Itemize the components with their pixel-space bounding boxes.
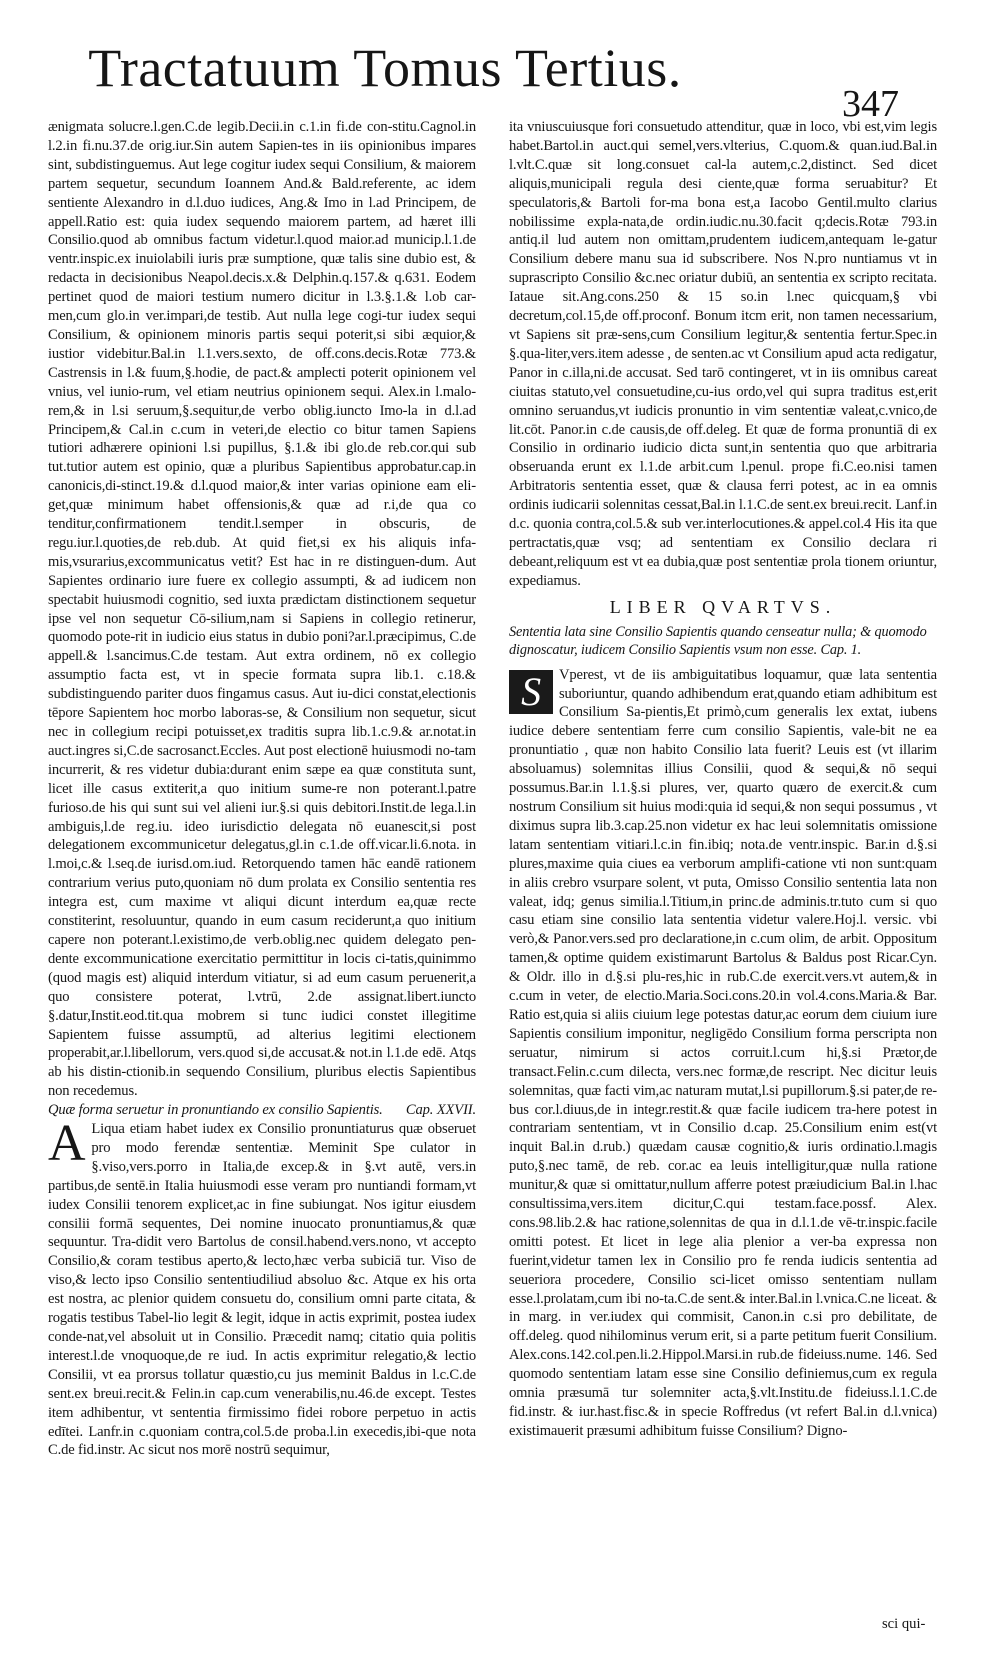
catchword: sci qui- <box>882 1616 926 1632</box>
right-column <box>509 118 937 1441</box>
drop-cap-A: A <box>48 1115 86 1173</box>
chapter-heading-title: Quæ forma seruetur in pronuntiando ex consilio Sapientis. <box>48 1102 383 1119</box>
chapter-number: Cap. XXVII. <box>405 1102 476 1119</box>
left-paragraph-1: ænigmata solucre.l.gen.C.de legib.Decii.in c.1.in fi.de con-stitu.Cagnol.in l.2.in fi.nu.37.de orig.iur.Sin autem Sapien-tes in iis opinionibus impares sint, subdistinguemus. Aut lege cogitur iudex sequi Consilium, & maiorem partem sequetur, secundum Ioannem And.& Bald.referente, ac idem sentiente Alexandro in d.l.duo iudices, Ang.& Imo in l.ad Principem, de appell.Ratio est: quia iudex sequendo maiorem partem, ad hæret illi Consilio.quod ab omnibus factum videtur.l.quod maior.ad municip.l.1.de ventr.inspic.ex inuiolabili iuris præ sumptione, quæ talis sine dubio est, & redacta in decisionibus Neapol.decis.x.& Delphin.q.157.& q.631. Eodem pertinet quod de maiori testium numero dicitur in l.3.§.1.& l.ob car-men,cum glo.in ver.impari,de testib. Aut nulla lege cogi-tur iudex sequi Consilium, & opinionem minoris partis sequi poterit,si sibi æquior,& iustior videbitur.Bal.in l.1.vers.sexto, de off.cons.decis.Rotæ 773.& Castrensis in l.& fuum,§.hodie, de pact.& amplecti poterit opinionem vel vnius, vel iunio-rum, vel etiam neutrius opinionem sequi. Alex.in l.malo-rem,& in l.si seruum,§.sequitur,de verbo oblig.iuncto Imo-la in d.l.ad Principem,& Cal.in c.cum in veteri,de electio co bitur tamen Sapiens tutiori adhærere opinioni l.si pupillus, §.1.& ibi glo.de reb.cor.qui sub tut.tutior autem est opinio, quæ a pluribus Sapientibus approbatur.cap.in canonicis,di-stinct.19.& d.l.quod maior,& inter varias opinione eam eli-get,quæ minimum habet offensionis,& quæ ad r.i,de qua co tenditur,confirmationem tendit.l.semper in obscuris, de regu.iur.l.quoties,de reb.dub. At quid fiet,si ex his aliquis infa-mis,vsurarius,excommunicatus vetit? Est hac in re distinguen-dum. Aut Sapientes ordinario iure fuere ex collegio assumpti, & ad iudicem non spectabit huiusmodi cognitio, sed iuxta prædictam distinctionem sequetur ipse vel non sequetur Cō-silium,nam si Sapiens in collegio retinerur, quomodo pote-rit in iudicio eius status in dubio poni?ar.l.præcipimus, C.de appell.& l.sancimus.C.de testam. Aut extra ordinem, nō ex collegio assumptio facta est, vt in specie formata supra lib.1. c.18.& subdistinguendo pariter duos fingamus casus. Aut iu-dici constat,electionis tēpore Sapientem hoc morbo laboras-se, & Consilium non sequetur, sicut nec in collegium recipi potuisset,ex traditis supra lib.1.c.9.& ar.notat.in auct.ingres si,C.de sacrosanct.Eccles. Aut post electionē huiusmodi no-tam incurrerit, & res videtur dubia:durant enim sæpe ea quæ constituta sunt, licet ille casus extiterit,a quo initium sume-re non poterant.l.patre furioso.de his qui sunt sui vel alieni iur.§.si quis debitori.Instit.de lega.l.in ambiguis,l.de reg.iu. ideo iurisdictio delegata nō euanescit,si post delegationem excommunicetur delegatus,gl.in c.1.de off.vicar.li.6.nota. in l.moi,c.& l.seq.de iurisd.om.iud. Retorquendo tamen hāc eandē rationem contrarium verius puto,quoniam nō dum prolata ex Consilio sententia res integra est, cum maxime vt aliqui dicunt interdum ea,quæ recte constiterint, resoluuntur, quando in eum casum reciderunt,a quo initium capere non poterant.l.existimo,de verb.oblig.nec quidem delegato pen-dente excommunicatione exercitatio permittitur in locis ci-tatis,quinimmo (quod magis est) aliquid interdum vitiatur, si ad eum casum peruenerit,a quo consistere poterat, l.vtrū, 2.de assignat.libert.iuncto §.datur,Instit.eod.tit.qua mobrem si tunc iudici constet illegitime Sapientem fuisse assumptū, ad alterius legitimi electionem properabit,ar.l.libellorum, vers.quod si,de accusat.& not.in l.1.de edē. Atqs ab his distin-ctionib.in sequendo Consilium, pluribus electis Sapientibus non recedemus. <box>48 119 476 1100</box>
right-paragraph-2 <box>509 666 937 1441</box>
running-title: Tractatuum Tomus Tertius. <box>88 38 682 98</box>
drop-cap-S: S <box>509 670 553 714</box>
book-chapter-number: Cap. 1. <box>820 642 862 659</box>
left-paragraph-2 <box>48 1115 476 1460</box>
right-paragraph-2-text: Vperest, vt de iis ambiguitatibus loquamur, quæ lata sententia suboriuntur, quando adhibendum erat,quando etiam adhibitum est Consilium Sa-pientis,Et primò,cum generalis lex extat, iubens iudice debere sententiam ferre cum consilio Sapientis, vale-bit ne ea pronuntiatio , quæ non habito Consilio lata fuerit? Leuis est (vt illarim absoluamus) solemnitas illius Consilii, quod & sequi,& nō sequi possumus.Bar.in l.1.§.si plures, ver, quarto quæro de exercit.& cum nostrum Consilium sit huius modi:quia id sequi,& non sequi possumus , vt diximus supra lib.3.cap.25.non videtur ex hac leui solemnitatis omissione latam sententiam vitiari.l.c.in fin.ibiq; nota.de ventr.inspic. Bar.in d.§.si plures,maxime quia ciues ea verborum amplifi-catione vti non sunt:quam in aliis crebro vsurpare solent, vt puta, Omisso Consilio sententia lata non valeat, idq; genus similia.l.Titium,in princ.de adminis.tr.tuto cum si quo casu etiam sine consilio lata sententia videtur valere.Hoj.l. versic. vbi verò,& Panor.vers.sed pro declaratione,in c.cum olim, de arbit. Oppositum tamen,& optime quidem existimarunt Bartolus & Baldus post Ricar.Cyn. & Oldr. illo in d.§.si plu-res,hic in rub.C.de exercit.vers.vt autem,& in c.cum in veter, de electio.Maria.Soci.cons.20.in vol.4.cons.Maria.& Bar. Ratio est,quia si aliis ciuium lege potestas datur,ac eorum dem ciuium iure Sapientis consilium imponitur, negligēdo Consilium forma perscripta non seruatur, nimirum si actos corruit.l.cum hi,§.si Prætor,de transact.Felin.c.cum dilecta, vers.nec formæ,de rescript. Nec dicitur leuis solemnitas, quæ facti vim,ac naturam mutat,l.si pupillorum.§.si pater,de re-bus cor.l.diuus,de in integr.restit.& quæ facile iudicem tra-here potest in contrariam sententiam, vt in Consilio d.cap. 25.Consilium enim est(vt inquit Bal.in d.rub.) quædam causæ cognitio,& iuris ordinatio.l.magis puto,§.nec tamē, de reb. cor.ac ea leuis intelligitur,quæ nulla ratione munitur,& quæ si omittatur,nullum afferre potest præiudicium Bal.in l.hac consultissima,vers.item dicitur,C.qui testam.face.possf. Alex. cons.98.lib.2.& hac ratione,solennitas de qua in d.l.1.de vē-tr.inspic.facile omitti potest. Et licet in lege alia plenior a ver-ba expressa non fuerint,videtur tamen lex in Consilio pro fe renda iudicis sententia ad seueriora procedere, Consilio sci-licet omisso sententiam nullam esse.l.prolatam,cum ibi no-ta.C.de sent.& inter.Bal.in l.vnica.C.ne liceat. & in marg. in ver.iudex qui commisit, Canon.in c.si pro debilitate, de off.deleg. quod nihilominus verum erit, si a parte petitum fuerit Consilium. Alex.cons.142.col.pen.li.2.Hippol.Marsi.in rub.de fideiuss.nume. 146. Sed quomodo sententiam latam esse sine Consilio definiemus,cum ex regula omnia præsumā tur solemniter acta,§.vlt.Institu.de fideiuss.l.1.C.de fid.instr. & iur.hast.fisc.& in specie Roffredus (vt refert Bal.in d.l.vnica) existimauerit præsumi adhibitum fuisse Consilium? Digno- <box>509 666 937 1439</box>
book-subtitle <box>509 623 937 660</box>
page-number: 347 <box>842 83 899 125</box>
left-column <box>48 118 476 1460</box>
book-title: LIBER QVARTVS. <box>609 596 837 617</box>
left-paragraph-2-text: Liqua etiam habet iudex ex Consilio pronuntiaturus quæ obseruet pro modo ferendæ sententiæ. Meminit Spe culator in §.viso,vers.porro in Italia,de excep.& in §.vt autē, vers.in partibus,de sentē.in Italia huiusmodi esse veram pro nuntiandi formam,vt iudex Consilii tenorem explicet,ac in fine subiungat. Nos igitur eiusdem consilii formā sequentes, Dei nomine inuocato pronuntiamus,& quæ sequuntur. Tra-didit vero Bartolus de consil.habend.vers.nono, vt accepto Consilio,& coram testibus aperto,& lecto,hæc verba subiciā tur. Viso de viso,& lecto ipso Consilio sententiudiliud absoluo &c. Atque ex his orta est nostra, ac plenior quidem consuetu do, consilium omni parte citata, & rogatis testibus Tabel-lio legit & legit, idque in actis exprimit, postea iudex conde-nat,vel absoluit ut in Consilio. Præcedit namq; citatio quia politis interest.l.de vnoquoque,de re iud. In actis exprimitur relegatio,& lectio Consilii, vt ea prorsus tollatur quæstio,cu jus meminit Baldus in l.c.C.de sent.ex breui.recit.& Felin.in cap.cum venerabilis,nu.46.de except. Testes item adhibentur, vt sententia firmissimo fidei robore perpetuo in actis edītei. Lanfr.in c.quoniam contra,col.5.de proba.l.in execedis,ibi-que nota C.de fid.instr. Ac sicut nos morē nostrū sequimur, <box>48 1121 476 1459</box>
right-paragraph-1: ita vniuscuiusque fori consuetudo attenditur, quæ in loco, vbi est,vim legis habet.Bartol.in auct.qui semel,vers.vlterius, C.quom.& quan.iud.Bal.in l.vlt.C.quæ sit long.consuet cal-la autem,c.2,distinct. Sed dicet aliquis,municipali regula desi ciente,quæ forma seruabitur? Et speculatoris,& Bartoli for-ma bona est,a Iacobo Gentil.multo clarius nobilissime expla-nata,de ordin.iudic.nu.30.facit q;decis.Rotæ 793.in antiq.il lud autem non omittam,prudentem iudicem,antequam le-gatur Consilium debere manu sua id subscribere. Nos N.pro nuntiamus vt in suprascripto Consilio &c.nec oriatur dubiū, an sententia ex scripto recitata. Iataue sit.Ang.cons.250 & 15 so.in l.nec quicquam,§ vbi decretum,col.15,de off.proconf. Bonum itcm erit, non tamen necessarium, vt Sapiens sit præ-sens,cum Consilium legitur,& sententia fertur.Spec.in §.qua-liter,vers.item adesse , de senten.ac vt Consilium apud acta redigatur, Panor in c.illa,ni.de accusat. Sed tarō contingeret, vt in iis omnibus careat ciuitas statuto,vel consuetudine,cu-ius ordo,vel qui supra traditus est,erit omnino seruandus,vt iudicis pronuntio in vim sententiæ valeat,c.vnico,de lit.cōt. Panor.in c.de causis,de off.deleg. Et quæ de forma pronuntiā di ex Consilio in ordinario iudicio dicta sunt,in sententia quo que arbitraria obseruanda erunt ex l.1.de arbit.cum l.penul. prope fi.C.eo.nisi tamen Arbitratoris sententia esset, quæ & clausa ferri potest, ac in ea omnis ordinis iudicarii solennitas cessat,Bal.in l.1.C.de sent.ex breui.recit. Lanf.in d.c. quonia contra,col.5.& sub ver.interlocutiones.& appel.col.4 His ita que pertractatis,quæ vsq; ad sententiam ex Consilio declara ri debeant,reliquum est vt ea dubia,quæ post sententiæ prola tionem oriuntur, expediamus. <box>509 119 937 589</box>
book-subtitle-text: Sententia lata sine Consilio Sapientis quando censeatur nulla; & quomodo dignoscatur, iudicem Consilio Sapientis vsum non esse. <box>509 623 927 659</box>
chapter-heading <box>48 1101 476 1120</box>
